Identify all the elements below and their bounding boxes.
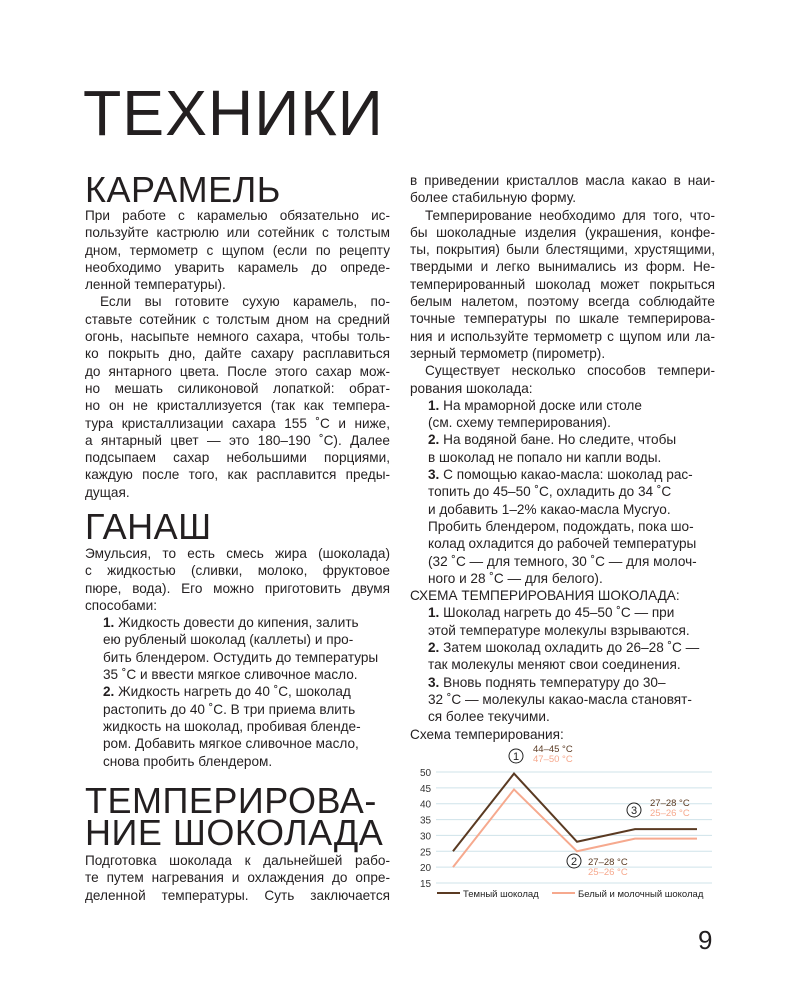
text-line: ко покрыть дно, дайте сахару расплавиться [85,346,390,362]
list-item-text: в шоколад не попало ни капли воды. [428,449,662,465]
y-tick-label: 20 [420,863,432,875]
list-item-text: ею рубленый шоколад (каллеты) и про- [103,632,354,648]
text-line: дном, термометр с щупом (если по рецепту [85,242,390,258]
text-line: а янтарный цвет — это 180–190 ˚С). Далее [85,432,390,448]
text-line: твердыми и легко вынимались из форм. Не- [410,259,715,275]
text-line: темперированный шоколад может покрыться [410,276,715,292]
annotation-light: 25–26 °C [588,867,628,878]
list-item-text: Пробить блендером, подождать, пока шо- [428,518,694,534]
y-tick-label: 45 [420,783,432,795]
text-line: Существует несколько способов темпери- [425,363,715,379]
list-item-text: топить до 45–50 ˚С, охладить до 34 ˚С [428,484,672,500]
text-line: точные температуры по шкале темперирова- [410,311,715,327]
annotation-dark: 27–28 °C [650,798,690,809]
list-item-text: 35 ˚С и ввести мягкое сливочное масло. [103,667,358,683]
text-line: необходимо уварить карамель до опреде- [85,259,390,275]
step-marker-number: 2 [570,856,578,868]
list-number: 3. [428,674,440,690]
text-line: каждую после того, как расплавится преды- [85,467,390,483]
text-line: те путем нагревания и охлаждения до опре- [85,870,390,886]
text-line: пюре, вода). Его можно приготовить двумя [85,580,390,596]
list-item-text: Жидкость нагреть до 40 ˚С, шоколад [118,684,351,700]
annotation-dark: 27–28 °C [588,857,628,868]
list-number: 1. [103,615,115,631]
text-line: деленной температуры. Суть заключается [85,887,390,903]
text-line: в приведении кристаллов масла какао в наи- [410,173,715,188]
list-item-text: ся более текучими. [428,709,550,725]
text-line: зерный термометр (пирометр). [410,345,606,361]
page-number: 9 [698,925,713,955]
step-marker-number: 3 [630,805,638,817]
text-line: тура кристаллизации сахара 155 ˚С и ниже, [85,415,390,431]
y-tick-label: 35 [420,815,432,827]
list-number: 2. [428,432,440,448]
text-line: белым налетом, поэтому всегда соблюдайте [410,294,715,310]
list-item-text: растопить до 40 ˚С. В три приема влить [103,701,356,717]
legend-label: Темный шоколад [463,889,539,900]
text-line: бы шоколадные изделия (украшения, конфе- [410,224,715,240]
y-tick-label: 40 [420,799,432,811]
text-line: ты, покрытия) были блестящими, хрустящими, [410,242,715,258]
text-line: Темперирование необходимо для того, что- [425,207,715,223]
page-title: ТЕХНИКИ [83,77,384,149]
text-line: пользуйте кастрюлю или сотейник с толстым [85,225,390,241]
list-item-text: снова пробить блендером. [103,753,273,769]
y-tick-label: 15 [420,879,432,890]
annotation-dark: 44–45 °C [533,744,573,755]
text-line: ленной температуры). [85,277,226,293]
list-item-text: Затем шоколад охладить до 26–28 ˚С — [443,640,700,656]
y-tick-label: 30 [420,831,432,843]
heading-caramel: КАРАМЕЛЬ [85,169,281,210]
heading-ganache: ГАНАШ [85,506,212,547]
list-item-text: Вновь поднять температуру до 30– [443,674,666,690]
subheading: СХЕМА ТЕМПЕРИРОВАНИЯ ШОКОЛАДА: [410,588,680,604]
list-number: 2. [103,684,115,700]
text-line: ния и используйте термометр с щупом или ла- [410,328,715,344]
heading-line: ТЕМПЕРИРОВА- [85,780,377,821]
list-item-text: На водяной бане. Но следите, чтобы [443,432,677,448]
list-item-text: колад охладится до рабочей температуры [428,536,697,552]
list-item-text: и добавить 1–2% какао-масла Mycryo. [428,501,671,517]
list-item-text: На мраморной доске или столе [443,397,642,413]
text-line: дущая. [85,484,130,500]
text-line: но он не кристаллизуется (так как темпера- [85,398,390,414]
list-item-text: Жидкость довести до кипения, залить [118,615,359,631]
text-line: более стабильную форму. [410,190,576,206]
text-line: способами: [85,597,157,613]
list-item-text: жидкость на шоколад, пробивая бленде- [103,718,361,734]
text-line: рования шоколада: [410,380,533,396]
text-line: Эмульсия, то есть смесь жира (шоколада) [85,546,390,561]
list-number: 1. [428,605,440,621]
list-item-text: ром. Добавить мягкое сливочное масло, [103,736,359,752]
list-number: 2. [428,640,440,656]
text-line: до янтарного цвета. После этого сахар мож- [85,363,390,379]
list-number: 3. [428,467,440,483]
annotation-light: 25–26 °C [650,808,690,819]
y-tick-label: 25 [420,847,432,859]
list-item-text: этой температуре молекулы взрываются. [428,622,690,638]
caption: Схема темперирования: [410,726,564,742]
text-line: При работе с карамелью обязательно ис- [85,208,390,223]
list-item-text: так молекулы меняют свои соединения. [428,657,681,673]
text-line: Если вы готовите сухую карамель, по- [100,294,390,310]
list-item-text: ного и 28 ˚С — для белого). [428,570,603,586]
text-line: подсыпаем сахар небольшими порциями, [85,450,390,466]
text-line: Подготовка шоколада к дальнейшей рабо- [85,853,390,868]
heading-line: НИЕ ШОКОЛАДА [85,812,384,853]
step-marker-number: 1 [512,751,520,763]
y-tick-label: 50 [420,768,432,779]
text-line: с жидкостью (сливки, молоко, фруктовое [85,563,390,579]
list-item-text: Шоколад нагреть до 45–50 ˚С — при [443,605,675,621]
list-item-text: (см. схему темперирования). [428,415,611,431]
list-item-text: С помощью какао-масла: шоколад рас- [443,467,693,483]
text-line: ставьте сотейник с толстым дном на средний [85,311,390,327]
text-line: но мешать силиконовой лопаткой: обрат- [85,380,390,396]
text-line: огонь, насыпьте немного сахара, чтобы толь- [85,329,390,345]
list-item-text: (32 ˚С — для темного, 30 ˚С — для молоч- [428,553,697,569]
list-number: 1. [428,397,440,413]
legend-label: Белый и молочный шоколад [578,889,704,900]
list-item-text: бить блендером. Остудить до температуры [103,649,379,665]
annotation-light: 47–50 °C [533,754,573,765]
list-item-text: 32 ˚С — молекулы какао-масла становят- [428,691,692,707]
